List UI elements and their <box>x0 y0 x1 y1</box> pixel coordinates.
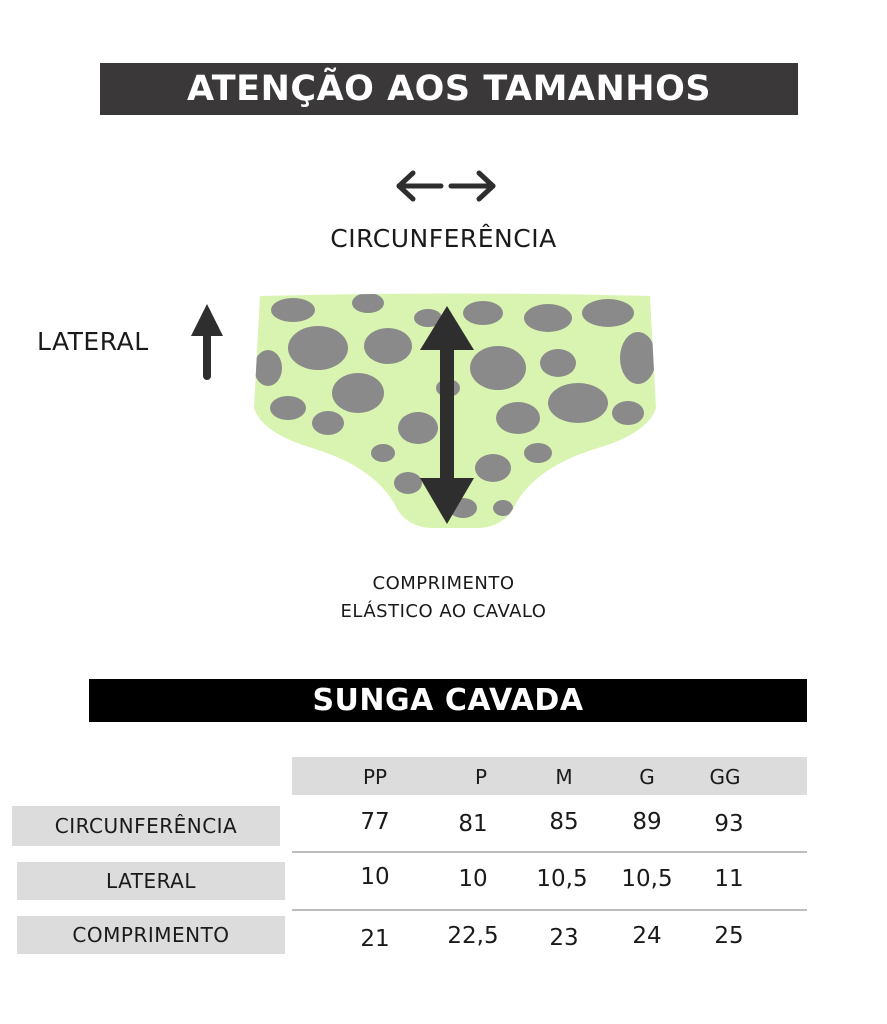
length-label <box>0 570 887 626</box>
table-cell: 93 <box>714 811 744 837</box>
table-cell: 11 <box>714 866 744 892</box>
lateral-label: LATERAL <box>37 327 149 356</box>
table-cell: 81 <box>458 811 488 837</box>
up-arrow-icon <box>188 302 226 382</box>
table-title: SUNGA CAVADA <box>312 683 584 718</box>
size-header-pp: PP <box>362 765 388 789</box>
row-label-circumference: CIRCUNFERÊNCIA <box>12 806 280 846</box>
table-cell: 21 <box>360 926 390 952</box>
size-header-g: G <box>639 765 655 789</box>
table-cell: 22,5 <box>447 923 499 949</box>
table-cell: 25 <box>714 923 744 949</box>
table-cell: 85 <box>549 809 579 835</box>
size-header-m: M <box>555 765 573 789</box>
row-label-length: COMPRIMENTO <box>17 916 285 954</box>
table-cell: 10 <box>360 864 390 890</box>
table-cell: 24 <box>632 923 662 949</box>
table-cell: 10 <box>458 866 488 892</box>
length-label-line1: COMPRIMENTO <box>372 573 515 594</box>
size-header-gg: GG <box>709 765 741 789</box>
page-title: ATENÇÃO AOS TAMANHOS <box>186 69 712 109</box>
size-header-p: P <box>474 765 488 789</box>
row-divider <box>292 909 807 911</box>
circumference-label: CIRCUNFERÊNCIA <box>330 224 557 253</box>
title-banner <box>100 63 798 115</box>
table-cell: 77 <box>360 809 390 835</box>
horizontal-double-arrow-icon <box>393 168 499 204</box>
row-divider <box>292 851 807 853</box>
length-label-line2: ELÁSTICO AO CAVALO <box>340 601 547 622</box>
table-cell: 10,5 <box>621 866 673 892</box>
table-cell: 23 <box>549 925 579 951</box>
table-title-banner <box>89 679 807 722</box>
row-label-lateral: LATERAL <box>17 862 285 900</box>
swim-brief-illustration <box>248 288 662 533</box>
table-cell: 10,5 <box>536 866 588 892</box>
table-cell: 89 <box>632 809 662 835</box>
